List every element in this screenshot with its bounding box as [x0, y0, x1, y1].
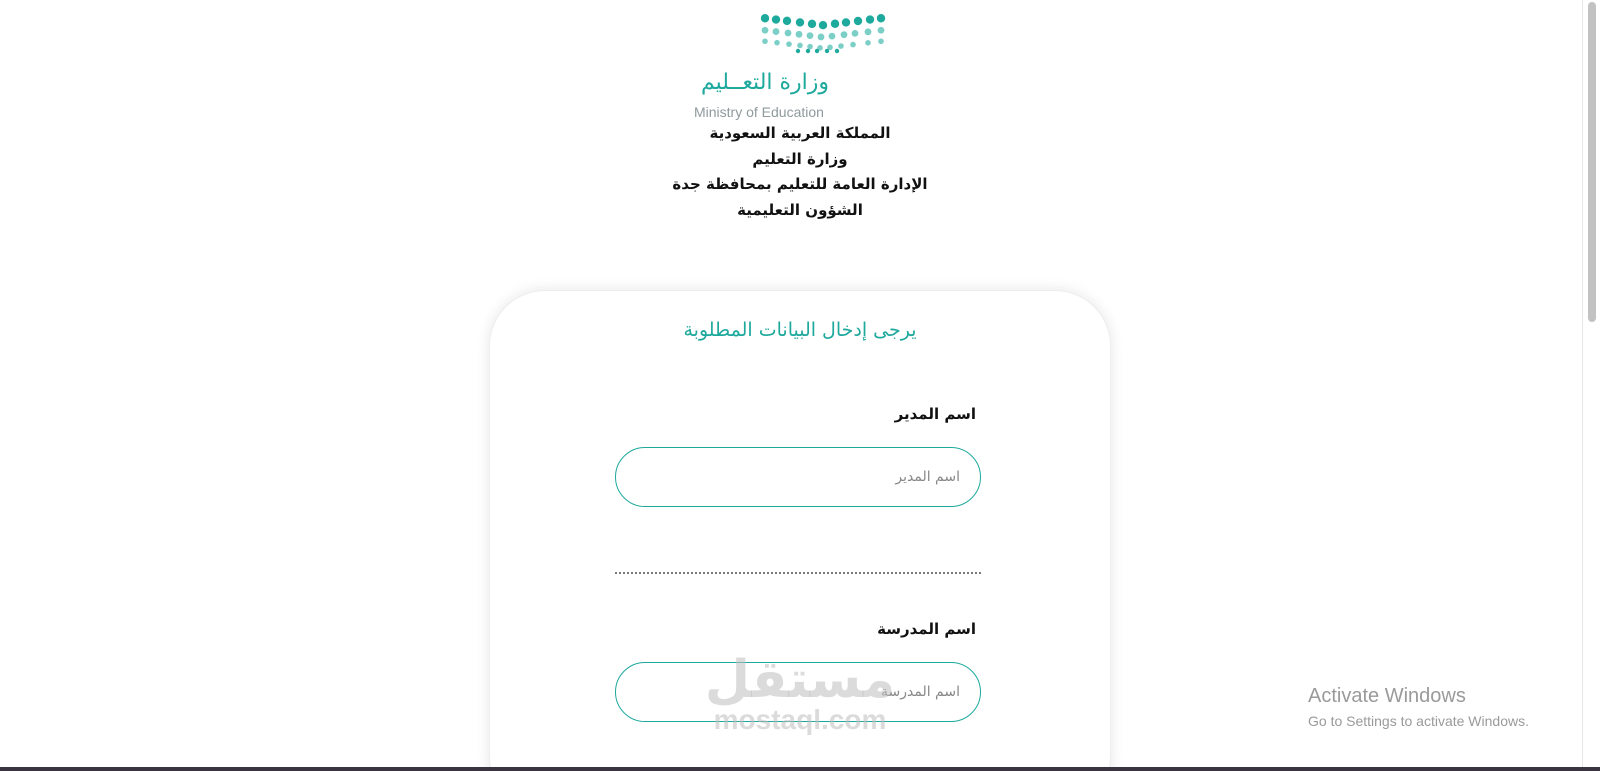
header-line-affairs: الشؤون التعليمية — [737, 200, 863, 219]
logo-dot — [852, 30, 859, 37]
logo-dot — [877, 14, 885, 22]
logo-dot — [807, 44, 813, 50]
logo-dot — [762, 27, 769, 34]
logo-dot — [773, 28, 780, 35]
logo-dot — [835, 49, 839, 53]
dotted-divider — [615, 572, 981, 574]
logo-dot — [772, 15, 780, 23]
form-title: يرجى إدخال البيانات المطلوبة — [683, 319, 917, 341]
watermark-english: mostaql.com — [713, 704, 887, 735]
logo-dot — [819, 21, 827, 29]
taskbar-edge — [0, 767, 1600, 771]
logo-dot — [831, 20, 839, 28]
logo-dot — [841, 31, 848, 38]
logo-dot — [878, 27, 885, 34]
logo-dot — [785, 30, 792, 37]
logo-dot — [865, 40, 871, 46]
form-card — [489, 290, 1111, 771]
logo-dot — [797, 43, 803, 49]
logo-dot — [806, 49, 810, 53]
logo-english-text: Ministry of Education — [694, 104, 824, 120]
logo-dot — [796, 49, 800, 53]
logo-dot — [796, 18, 804, 26]
scrollbar-thumb[interactable] — [1588, 2, 1596, 322]
activate-windows-notice — [1308, 683, 1529, 733]
logo-dot — [796, 31, 803, 38]
logo-dot — [783, 17, 791, 25]
school-name-input[interactable] — [615, 662, 981, 722]
logo-dot — [761, 14, 769, 22]
principal-name-input[interactable] — [615, 447, 981, 507]
header-line-country: المملكة العربية السعودية — [709, 124, 891, 142]
logo-dot — [815, 49, 819, 53]
logo-dot — [807, 32, 814, 39]
logo-dot — [865, 28, 872, 35]
logo-dot — [808, 20, 816, 28]
logo-dot — [774, 40, 780, 46]
page-scrollbar[interactable] — [1582, 0, 1600, 771]
school-name-label: اسم المدرسة — [877, 620, 976, 638]
logo-dot — [866, 15, 874, 23]
logo-dot — [762, 38, 768, 44]
activate-windows-subtitle: Go to Settings to activate Windows. — [1308, 713, 1529, 729]
principal-name-label: اسم المدير — [894, 405, 976, 423]
logo-dot — [838, 43, 844, 49]
logo-dot — [854, 17, 862, 25]
logo-dot — [842, 18, 850, 26]
watermark-arabic: مستقل — [704, 650, 896, 710]
activate-windows-title: Activate Windows — [1308, 685, 1466, 707]
logo-dot — [829, 33, 836, 40]
header-lines — [600, 121, 1000, 223]
logo-dot — [818, 34, 825, 41]
header-line-ministry: وزارة التعليم — [752, 149, 848, 168]
logo-dot — [878, 38, 884, 44]
logo-dot — [786, 41, 792, 47]
logo-dot — [850, 42, 856, 48]
logo-dot — [825, 49, 829, 53]
header-line-department: الإدارة العامة للتعليم بمحافظة جدة — [672, 175, 928, 193]
logo-arabic-text: وزارة التعــليم — [700, 70, 830, 95]
